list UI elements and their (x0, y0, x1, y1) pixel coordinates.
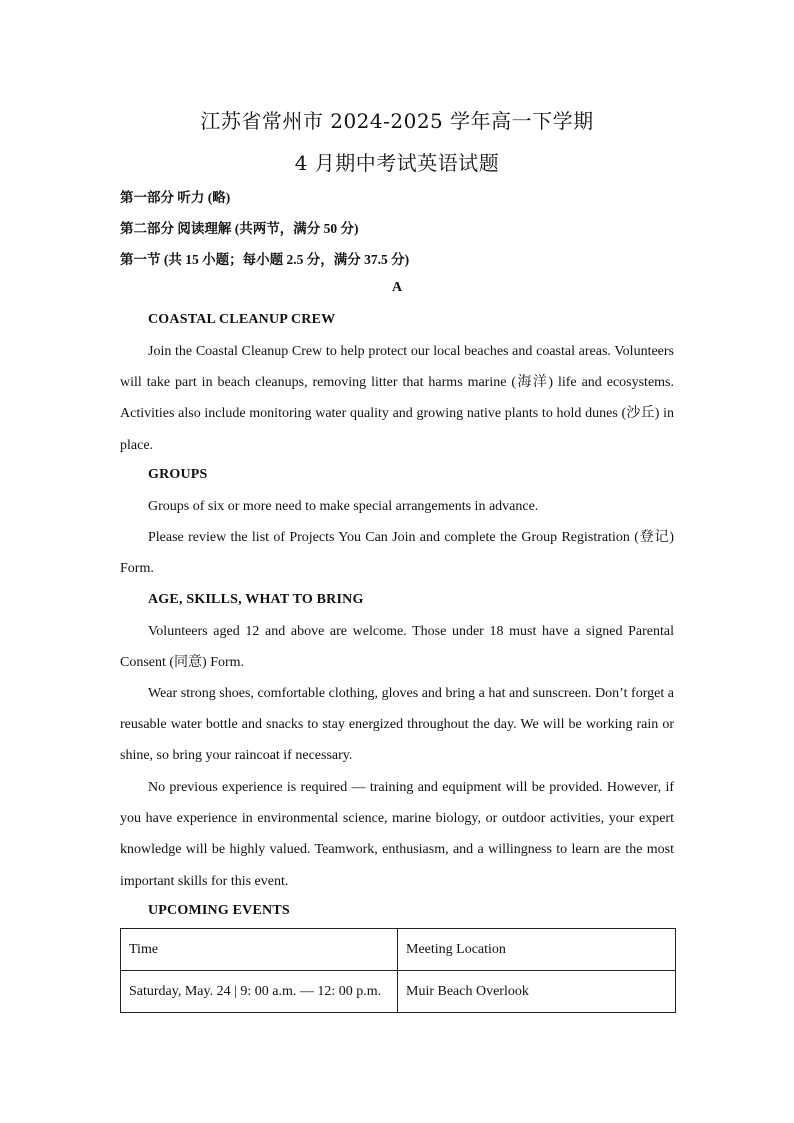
exam-title-line2: 4 月期中考试英语试题 (294, 151, 500, 175)
groups-paragraph-1: Groups of six or more need to make special arrangements in advance. (148, 499, 539, 514)
crew-heading: COASTAL CLEANUP CREW (148, 312, 336, 327)
section1-heading: 第一节 (共 15 小题；每小题 2.5 分，满分 37.5 分) (120, 252, 410, 267)
part1-heading: 第一部分 听力 (略) (120, 190, 231, 205)
age-paragraph-1: Volunteers aged 12 and above are welcome. Those under 18 must have a signed Parental Consent (同意) Form. (120, 624, 674, 671)
table-row (121, 971, 676, 1013)
table-cell: Muir Beach Overlook (398, 971, 676, 1013)
groups-heading: GROUPS (148, 467, 208, 482)
exam-title-line1: 江苏省常州市 2024-2025 学年高一下学期 (200, 109, 594, 133)
events-table (120, 928, 676, 1013)
table-header-cell: Meeting Location (398, 929, 676, 971)
table-cell: Saturday, May. 24 | 9: 00 a.m. — 12: 00 p.m. (121, 971, 398, 1013)
intro-paragraph: Join the Coastal Cleanup Crew to help protect our local beaches and coastal areas. Volunteers will take part in beach cleanups, removing litter that harms marine (海洋) life and ecosystems. Activities also include monitoring water quality and growing native plants to hold dunes (沙丘) in place. (120, 344, 674, 453)
groups-paragraph-2: Please review the list of Projects You Can Join and complete the Group Registration (登记) Form. (120, 530, 674, 577)
table-header-row (121, 929, 676, 971)
upcoming-events-heading: UPCOMING EVENTS (148, 903, 290, 918)
table-header-cell: Time (121, 929, 398, 971)
part2-heading: 第二部分 阅读理解 (共两节，满分 50 分) (120, 221, 359, 236)
age-skills-heading: AGE, SKILLS, WHAT TO BRING (148, 592, 364, 607)
passage-label: A (391, 280, 403, 295)
age-paragraph-3: No previous experience is required — training and equipment will be provided. However, if you have experience in environmental science, marine biology, or outdoor activities, your expert knowledge will be highly valued. Teamwork, enthusiasm, and a willingness to learn are the most important skills for this event. (120, 780, 674, 889)
age-paragraph-2: Wear strong shoes, comfortable clothing, gloves and bring a hat and sunscreen. Don’t forget a reusable water bottle and snacks to stay energized throughout the day. We will be working rain or shine, so bring your raincoat if necessary. (120, 686, 674, 764)
